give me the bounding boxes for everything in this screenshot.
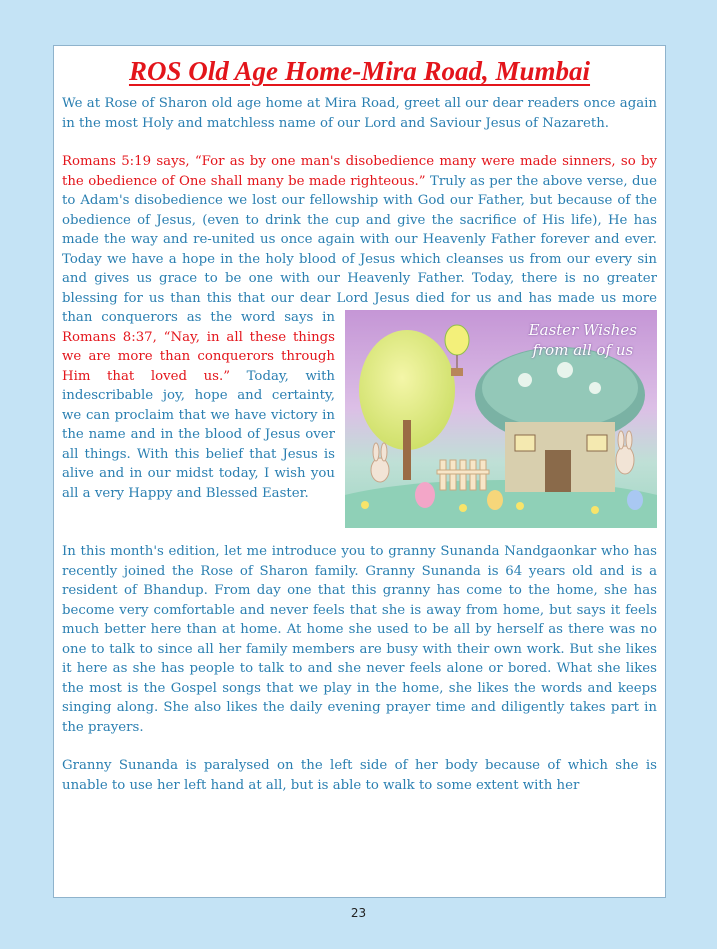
easter-text-a: Truly as per the above verse, due to Adam's disobedience we lost our fellowship with God our Father, but because of the obedience of Jesus, (even to drink the cup and give the sacrifice of His life), He has made the way and re-united us once again with our Heavenly Father forever and ever. Today we have a hope in the holy blood of Jesus which cleanses us from our every sin and gives us grace to be one with our Heavenly Father. Today, there is no greater blessing for us than this that our dear Lord Jesus died for us and has made us more than conquerors as the word says in xyxy=(62,173,657,325)
article-page xyxy=(53,45,666,898)
romans-5-19-quote: Romans 5:19 says, “For as by one man's disobedience many were made sinners, so by the obedience of One shall many be made righteous.” xyxy=(62,154,657,189)
granny-health-paragraph: Granny Sunanda is paralysed on the left side of her body because of which she is unable to use her left hand at all, but is able to walk to some extent with her xyxy=(62,758,657,793)
intro-paragraph: We at Rose of Sharon old age home at Mira Road, greet all our dear readers once again in the most Holy and matchless name of our Lord and Saviour Jesus of Nazareth. xyxy=(62,96,657,131)
caption-line-1: Easter Wishes xyxy=(528,321,637,339)
easter-text-b: Today, with indescribable joy, hope and certainty, we can proclaim that we have victory in the name and in the blood of Jesus over all things. With this belief that Jesus is alive and in our midst today, I wish you all a very Happy and Blessed Easter. xyxy=(62,368,335,501)
granny-intro-paragraph: In this month's edition, let me introduce you to granny Sunanda Nandgaonkar who has recently joined the Rose of Sharon family. Granny Sunanda is 64 years old and is a resident of Bhandup. From day one that this granny has come to the home, she has become very comfortable and never feels that she is away from home, but says it feels much better here than at home. At home she used to be all by herself as there was no one to talk to since all her family members are busy with their own work. But she likes it here as she has people to talk to and she never feels alone or bored. What she likes the most is the Gospel songs that we play in the home, she likes the words and keeps singing along. She also likes the daily evening prayer time and diligently takes part in the prayers. xyxy=(62,544,657,735)
easter-paragraph xyxy=(62,152,657,503)
article-title: ROS Old Age Home-Mira Road, Mumbai xyxy=(128,56,591,86)
easter-wishes-image xyxy=(345,310,657,528)
caption-line-2: from all of us xyxy=(532,341,634,359)
image-caption xyxy=(529,320,637,360)
romans-8-37-quote: Romans 8:37, “Nay, in all these things we are more than conquerors through Him that loved us.” xyxy=(62,329,335,384)
page-number: 23 xyxy=(350,906,367,920)
